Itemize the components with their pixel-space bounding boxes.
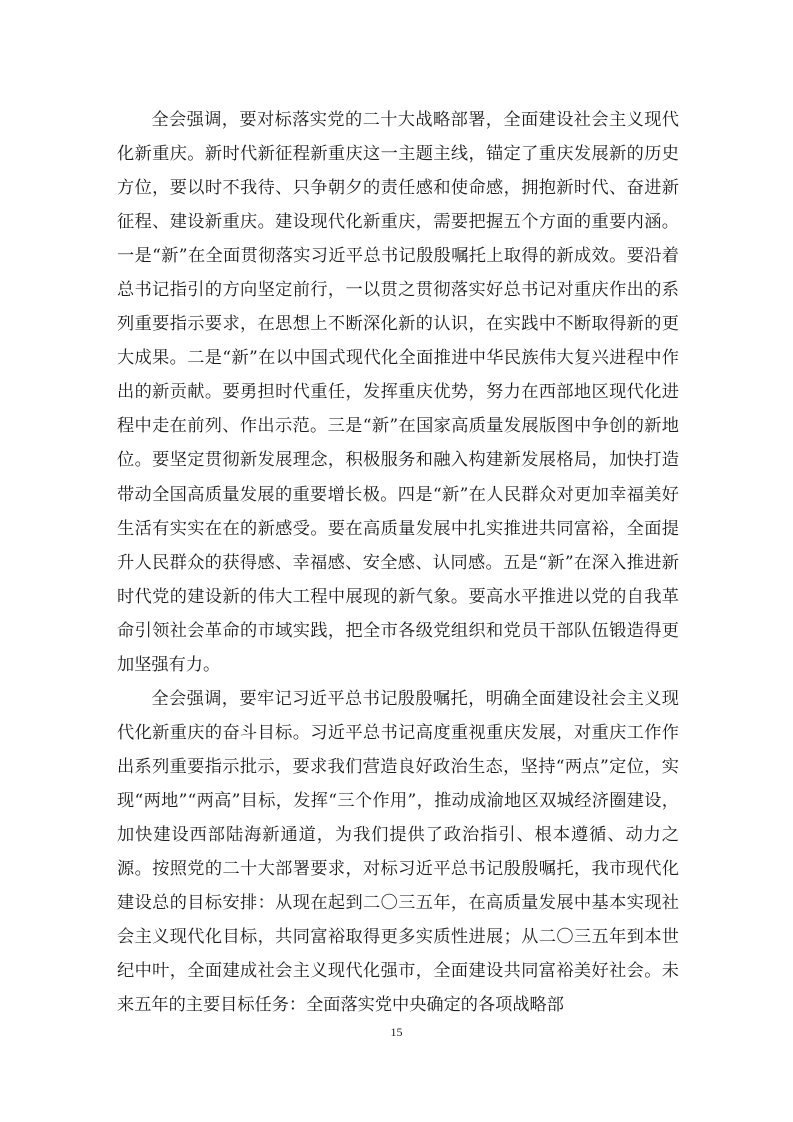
- paragraph-2: 全会强调，要牢记习近平总书记殷殷嘱托，明确全面建设社会主义现代化新重庆的奋斗目标。习近平总书记高度重视重庆发展，对重庆工作作出系列重要指示批示，要求我们营造良好政治生态，坚持“两点”定位，实现“两地”“两高”目标，发挥“三个作用”，推动成渝地区双城经济圈建设，加快建设西部陆海新通道，为我们提供了政治指引、根本遵循、动力之源。按照党的二十大部署要求，对标习近平总书记殷殷嘱托，我市现代化建设总的目标安排：从现在起到二〇三五年，在高质量发展中基本实现社会主义现代化目标，共同富裕取得更多实质性进展；从二〇三五年到本世纪中叶，全面建成社会主义现代化强市，全面建设共同富裕美好社会。未来五年的主要目标任务：全面落实党中央确定的各项战略部: [117, 688, 679, 1016]
- paragraph-1: 全会强调，要对标落实党的二十大战略部署，全面建设社会主义现代化新重庆。新时代新征程新重庆这一主题主线，锚定了重庆发展新的历史方位，要以时不我待、只争朝夕的责任感和使命感，拥抱新时代、奋进新征程、建设新重庆。建设现代化新重庆，需要把握五个方面的重要内涵。一是“新”在全面贯彻落实习近平总书记殷殷嘱托上取得的新成效。要沿着总书记指引的方向坚定前行，一以贯之贯彻落实好总书记对重庆作出的系列重要指示要求，在思想上不断深化新的认识，在实践中不断取得新的更大成果。二是“新”在以中国式现代化全面推进中华民族伟大复兴进程中作出的新贡献。要勇担时代重任，发挥重庆优势，努力在西部地区现代化进程中走在前列、作出示范。三是“新”在国家高质量发展版图中争创的新地位。要坚定贯彻新发展理念，积极服务和融入构建新发展格局，加快打造带动全国高质量发展的重要增长极。四是“新”在人民群众对更加幸福美好生活有实实在在的新感受。要在高质量发展中扎实推进共同富裕，全面提升人民群众的获得感、幸福感、安全感、认同感。五是“新”在深入推进新时代党的建设新的伟大工程中展现的新气象。要高水平推进以党的自我革命引领社会革命的市域实践，把全市各级党组织和党员干部队伍锻造得更加坚强有力。: [117, 110, 679, 675]
- document-body: [117, 103, 679, 1022]
- page-number: 15: [390, 1025, 403, 1039]
